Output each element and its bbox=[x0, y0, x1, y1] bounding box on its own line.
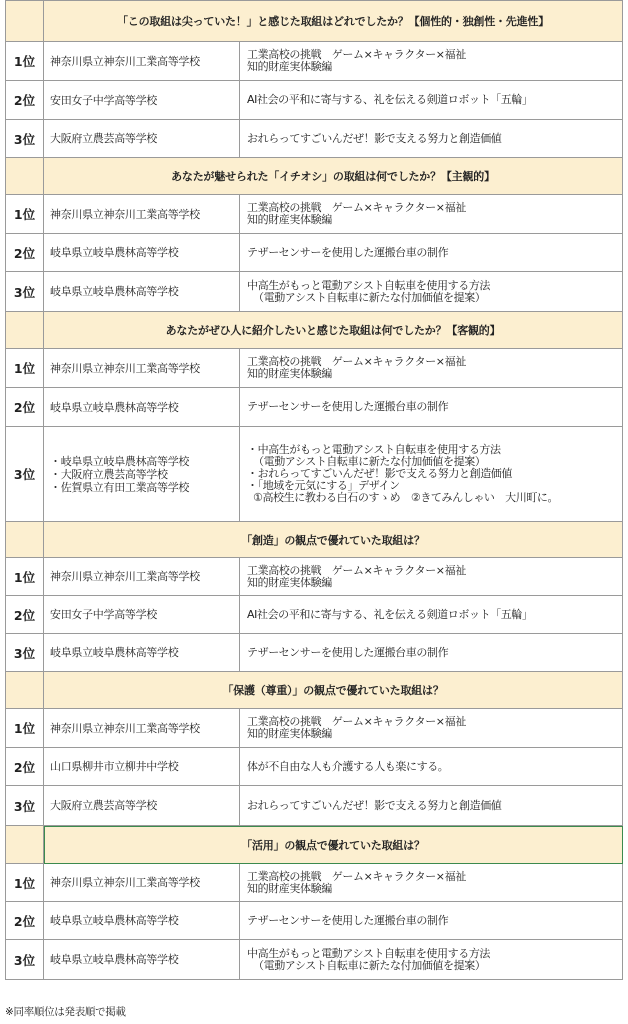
diagonal-corner-cell bbox=[6, 826, 44, 864]
school-cell bbox=[44, 940, 240, 980]
rank-cell: 3位 bbox=[6, 272, 44, 312]
rank-cell: 1位 bbox=[6, 709, 44, 748]
entry-cell bbox=[240, 234, 623, 272]
table-row bbox=[6, 427, 623, 522]
table-row bbox=[6, 42, 623, 81]
school-cell bbox=[44, 748, 240, 786]
school-name: 大阪府立農芸高等学校 bbox=[50, 799, 157, 812]
table-row bbox=[6, 195, 623, 234]
rank-cell: 3位 bbox=[6, 786, 44, 826]
school-cell bbox=[44, 120, 240, 158]
school-cell bbox=[44, 349, 240, 388]
table-row bbox=[6, 709, 623, 748]
table-row bbox=[6, 558, 623, 596]
question-title: 「創造」の観点で優れていた取組は？ bbox=[44, 522, 623, 558]
entry-text-line: 知的財産実体験編 bbox=[247, 575, 332, 589]
entry-text-line: おれらってすごいんだぜ！影で支える努力と創造価値 bbox=[247, 131, 502, 145]
entry-text-line: 体が不自由な人も介護する人も楽にする。 bbox=[247, 759, 449, 773]
question-title: 「保護（尊重）」の観点で優れていた取組は？ bbox=[44, 672, 623, 709]
question-header-row bbox=[6, 522, 623, 558]
entry-text-line: （電動アシスト自転車に新たな付加価値を提案） bbox=[253, 958, 486, 972]
table-row bbox=[6, 940, 623, 980]
entry-cell bbox=[240, 709, 623, 748]
school-cell bbox=[44, 596, 240, 634]
school-cell bbox=[44, 272, 240, 312]
school-cell bbox=[44, 634, 240, 672]
rank-cell: 1位 bbox=[6, 864, 44, 902]
school-cell bbox=[44, 234, 240, 272]
table-row bbox=[6, 864, 623, 902]
school-name: 岐阜県立岐阜農林高等学校 bbox=[50, 914, 179, 927]
entry-text-line: 工業高校の挑戦 ゲーム×キャラクター×福祉 bbox=[247, 869, 466, 883]
school-name: ・大阪府立農芸高等学校 bbox=[50, 467, 168, 481]
school-name: ・岐阜県立岐阜農林高等学校 bbox=[50, 454, 190, 468]
table-row bbox=[6, 272, 623, 312]
entry-text-line: （電動アシスト自転車に新たな付加価値を提案） bbox=[253, 290, 486, 304]
rank-cell: 2位 bbox=[6, 81, 44, 120]
entry-cell bbox=[240, 349, 623, 388]
entry-cell bbox=[240, 427, 623, 522]
entry-cell bbox=[240, 786, 623, 826]
entry-text-line: ・中高生がもっと電動アシスト自転車を使用する方法 bbox=[247, 443, 501, 456]
school-name: 岐阜県立岐阜農林高等学校 bbox=[50, 285, 179, 298]
school-cell bbox=[44, 195, 240, 234]
school-name: 安田女子中学高等学校 bbox=[50, 608, 157, 621]
question-header-row bbox=[6, 1, 623, 42]
entry-cell bbox=[240, 120, 623, 158]
school-cell bbox=[44, 388, 240, 427]
rank-cell: 3位 bbox=[6, 427, 44, 522]
question-header-row bbox=[6, 312, 623, 349]
entry-text-line: ①高校生に教わる白石のすゝめ ②きてみんしゃい 大川町に。 bbox=[253, 491, 559, 504]
school-name: ・佐賀県立有田工業高等学校 bbox=[50, 480, 190, 494]
question-header-row bbox=[6, 672, 623, 709]
table-row bbox=[6, 902, 623, 940]
school-name: 神奈川県立神奈川工業高等学校 bbox=[50, 54, 200, 68]
entry-text-line: 工業高校の挑戦 ゲーム×キャラクター×福祉 bbox=[247, 355, 466, 368]
rank-cell: 2位 bbox=[6, 902, 44, 940]
entry-text-line: テザーセンサーを使用した運搬台車の制作 bbox=[247, 245, 449, 259]
table-row bbox=[6, 81, 623, 120]
table-row bbox=[6, 786, 623, 826]
question-title: あなたが魅せられた「イチオシ」の取組は何でしたか？【主観的】 bbox=[44, 158, 623, 195]
entry-text-line: 中高生がもっと電動アシスト自転車を使用する方法 bbox=[247, 946, 491, 960]
rank-cell: 2位 bbox=[6, 234, 44, 272]
diagonal-corner-cell bbox=[6, 522, 44, 558]
entry-text-line: 知的財産実体験編 bbox=[247, 727, 332, 740]
table-row bbox=[6, 234, 623, 272]
entry-cell bbox=[240, 81, 623, 120]
table-row bbox=[6, 634, 623, 672]
school-name: 神奈川県立神奈川工業高等学校 bbox=[50, 207, 200, 221]
entry-cell bbox=[240, 272, 623, 312]
entry-text-line: テザーセンサーを使用した運搬台車の制作 bbox=[247, 400, 449, 413]
table-row bbox=[6, 349, 623, 388]
entry-cell bbox=[240, 634, 623, 672]
rank-cell: 1位 bbox=[6, 349, 44, 388]
school-cell bbox=[44, 864, 240, 902]
table-row bbox=[6, 748, 623, 786]
school-cell bbox=[44, 427, 240, 522]
entry-cell bbox=[240, 940, 623, 980]
school-name: 神奈川県立神奈川工業高等学校 bbox=[50, 361, 200, 375]
entry-text-line: AI社会の平和に寄与する、礼を伝える剣道ロボット「五輪」 bbox=[247, 93, 533, 106]
school-name: 岐阜県立岐阜農林高等学校 bbox=[50, 646, 179, 659]
school-cell bbox=[44, 902, 240, 940]
diagonal-corner-cell bbox=[6, 158, 44, 195]
results-table bbox=[5, 0, 623, 980]
school-cell bbox=[44, 81, 240, 120]
entry-text-line: 知的財産実体験編 bbox=[247, 213, 332, 226]
entry-text-line: AI社会の平和に寄与する、礼を伝える剣道ロボット「五輪」 bbox=[247, 607, 533, 621]
entry-text-line: 知的財産実体験編 bbox=[247, 367, 332, 380]
entry-cell bbox=[240, 42, 623, 81]
entry-text-line: ・おれらってすごいんだぜ！影で支える努力と創造価値 bbox=[247, 467, 512, 480]
rank-cell: 1位 bbox=[6, 195, 44, 234]
rank-cell: 2位 bbox=[6, 596, 44, 634]
school-name: 山口県柳井市立柳井中学校 bbox=[50, 760, 179, 773]
entry-cell bbox=[240, 902, 623, 940]
question-header-row bbox=[6, 826, 623, 864]
question-header-row bbox=[6, 158, 623, 195]
school-name: 岐阜県立岐阜農林高等学校 bbox=[50, 400, 179, 414]
entry-text-line: 工業高校の挑戦 ゲーム×キャラクター×福祉 bbox=[247, 201, 466, 214]
entry-text-line: おれらってすごいんだぜ！影で支える努力と創造価値 bbox=[247, 798, 502, 812]
rank-cell: 3位 bbox=[6, 634, 44, 672]
question-title: 「活用」の観点で優れていた取組は？ bbox=[44, 826, 623, 864]
entry-cell bbox=[240, 596, 623, 634]
entry-text-line: ・「地域を元気にする」デザイン bbox=[247, 479, 400, 492]
entry-text-line: （電動アシスト自転車に新たな付加価値を提案） bbox=[253, 455, 486, 468]
entry-text-line: 工業高校の挑戦 ゲーム×キャラクター×福祉 bbox=[247, 563, 466, 577]
entry-text-line: 中高生がもっと電動アシスト自転車を使用する方法 bbox=[247, 278, 491, 292]
question-title: 「この取組は尖っていた！」と感じた取組はどれでしたか？【個性的・独創性・先進性】 bbox=[44, 1, 623, 42]
rank-cell: 1位 bbox=[6, 42, 44, 81]
entry-text-line: 工業高校の挑戦 ゲーム×キャラクター×福祉 bbox=[247, 48, 466, 61]
school-name: 岐阜県立岐阜農林高等学校 bbox=[50, 953, 179, 966]
entry-text-line: 工業高校の挑戦 ゲーム×キャラクター×福祉 bbox=[247, 715, 466, 728]
school-name: 安田女子中学高等学校 bbox=[50, 93, 157, 107]
table-row bbox=[6, 388, 623, 427]
school-cell bbox=[44, 786, 240, 826]
rank-cell: 3位 bbox=[6, 120, 44, 158]
table-row bbox=[6, 596, 623, 634]
entry-text-line: テザーセンサーを使用した運搬台車の制作 bbox=[247, 645, 449, 659]
diagonal-corner-cell bbox=[6, 312, 44, 349]
rank-cell: 2位 bbox=[6, 748, 44, 786]
school-name: 神奈川県立神奈川工業高等学校 bbox=[50, 570, 200, 583]
rank-cell: 1位 bbox=[6, 558, 44, 596]
school-name: 大阪府立農芸高等学校 bbox=[50, 132, 157, 145]
rank-cell: 2位 bbox=[6, 388, 44, 427]
school-cell bbox=[44, 42, 240, 81]
school-name: 神奈川県立神奈川工業高等学校 bbox=[50, 721, 200, 735]
question-title: あなたがぜひ人に紹介したいと感じた取組は何でしたか？【客観的】 bbox=[44, 312, 623, 349]
entry-text-line: 知的財産実体験編 bbox=[247, 881, 332, 895]
footnote: ※同率順位は発表順で掲載 bbox=[5, 1006, 126, 1018]
entry-cell bbox=[240, 558, 623, 596]
school-cell bbox=[44, 558, 240, 596]
school-name: 神奈川県立神奈川工業高等学校 bbox=[50, 876, 200, 889]
entry-cell bbox=[240, 864, 623, 902]
school-cell bbox=[44, 709, 240, 748]
entry-text-line: 知的財産実体験編 bbox=[247, 60, 332, 73]
entry-cell bbox=[240, 195, 623, 234]
rank-cell: 3位 bbox=[6, 940, 44, 980]
entry-cell bbox=[240, 388, 623, 427]
diagonal-corner-cell bbox=[6, 1, 44, 42]
entry-text-line: テザーセンサーを使用した運搬台車の制作 bbox=[247, 913, 449, 927]
table-row bbox=[6, 120, 623, 158]
entry-cell bbox=[240, 748, 623, 786]
diagonal-corner-cell bbox=[6, 672, 44, 709]
school-name: 岐阜県立岐阜農林高等学校 bbox=[50, 246, 179, 259]
